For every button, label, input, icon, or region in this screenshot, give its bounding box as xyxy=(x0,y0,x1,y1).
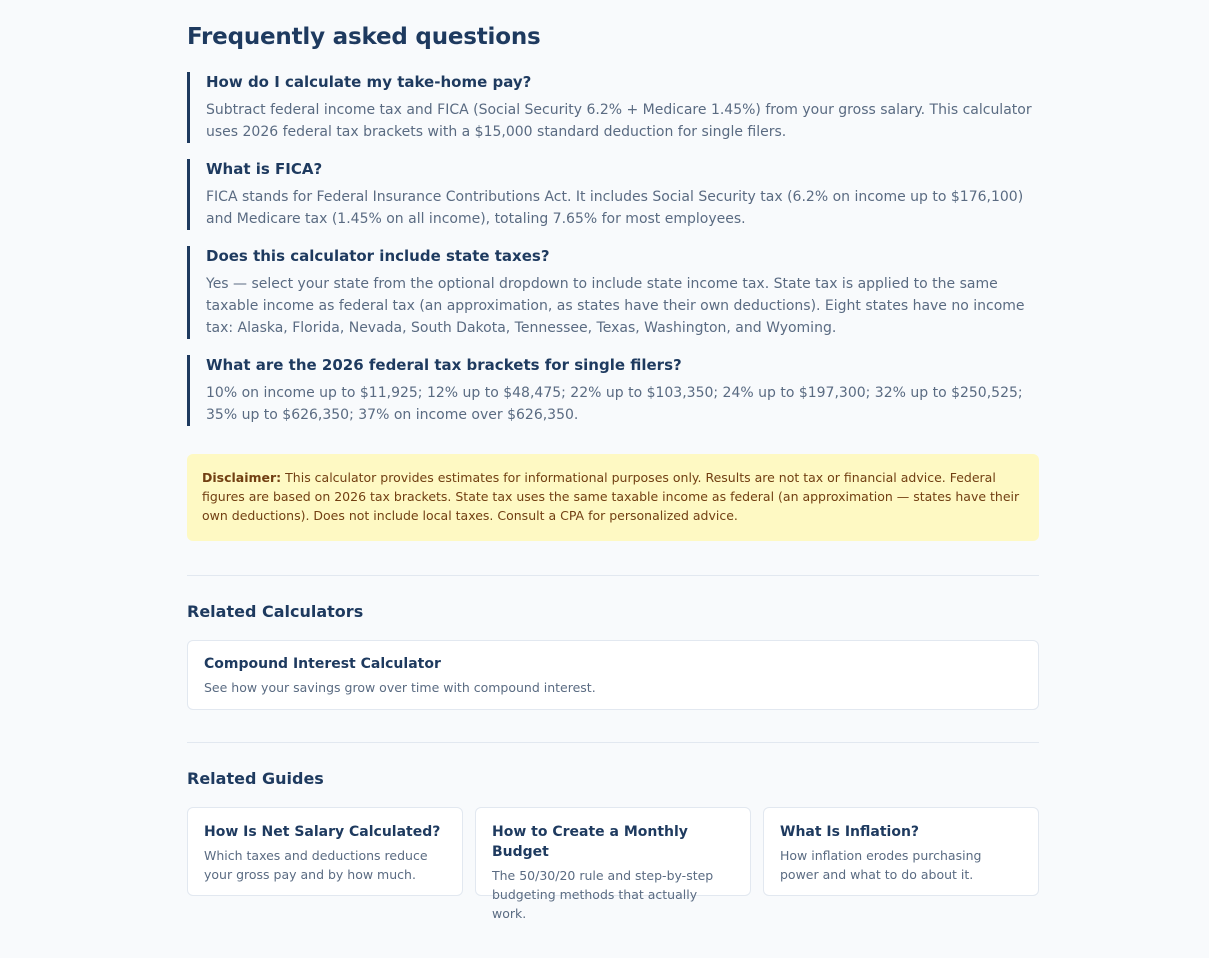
disclaimer-text: This calculator provides estimates for informational purposes only. Results are not tax or financial advice. Federal figures are based on 2026 tax brackets. State tax uses the same taxable income as federal (an approximation — states have their own deductions). Does not include local taxes. Consult a CPA for personalized advice. xyxy=(202,470,1020,523)
related-calculator-card[interactable] xyxy=(187,640,1039,710)
card-description: How inflation erodes purchasing power and what to do about it. xyxy=(780,848,982,882)
faq-item xyxy=(187,72,1039,143)
section-divider xyxy=(187,575,1039,576)
faq-question: What is FICA? xyxy=(206,160,323,178)
faq-item xyxy=(187,246,1039,339)
related-guide-card[interactable] xyxy=(475,807,751,921)
section-divider xyxy=(187,742,1039,743)
related-guide-card[interactable] xyxy=(763,807,1039,896)
card-description: Which taxes and deductions reduce your gross pay and by how much. xyxy=(204,848,428,882)
faq-list xyxy=(187,72,1039,442)
card-title: What Is Inflation? xyxy=(780,824,920,840)
faq-answer: FICA stands for Federal Insurance Contributions Act. It includes Social Security tax (6.2% on income up to $176,100) and Medicare tax (1.45% on all income), totaling 7.65% for most employees. xyxy=(206,189,1024,227)
related-calculators-heading: Related Calculators xyxy=(187,602,364,621)
related-guide-card[interactable] xyxy=(187,807,463,896)
faq-item xyxy=(187,159,1039,230)
card-description: See how your savings grow over time with compound interest. xyxy=(204,680,596,695)
faq-heading: Frequently asked questions xyxy=(187,24,541,50)
card-title: How to Create a Monthly Budget xyxy=(492,824,688,860)
related-guides-heading: Related Guides xyxy=(187,769,324,788)
card-description: The 50/30/20 rule and step-by-step budgeting methods that actually work. xyxy=(492,868,714,921)
disclaimer-box xyxy=(187,454,1039,541)
faq-question: What are the 2026 federal tax brackets for single filers? xyxy=(206,356,682,374)
faq-answer: Subtract federal income tax and FICA (Social Security 6.2% + Medicare 1.45%) from your gross salary. This calculator uses 2026 federal tax brackets with a $15,000 standard deduction for single filers. xyxy=(206,102,1032,140)
faq-question: Does this calculator include state taxes? xyxy=(206,247,550,265)
card-title: How Is Net Salary Calculated? xyxy=(204,824,441,840)
faq-question: How do I calculate my take-home pay? xyxy=(206,73,532,91)
faq-answer: 10% on income up to $11,925; 12% up to $48,475; 22% up to $103,350; 24% up to $197,300; 32% up to $250,525; 35% up to $626,350; 37% on income over $626,350. xyxy=(206,385,1023,423)
faq-item xyxy=(187,355,1039,426)
disclaimer-label: Disclaimer: xyxy=(202,470,282,485)
faq-answer: Yes — select your state from the optional dropdown to include state income tax. State tax is applied to the same taxable income as federal tax (an approximation, as states have their own deductions). Eight states have no income tax: Alaska, Florida, Nevada, South Dakota, Tennessee, Texas, Washington, and Wyoming. xyxy=(206,276,1025,336)
card-title: Compound Interest Calculator xyxy=(204,656,441,672)
